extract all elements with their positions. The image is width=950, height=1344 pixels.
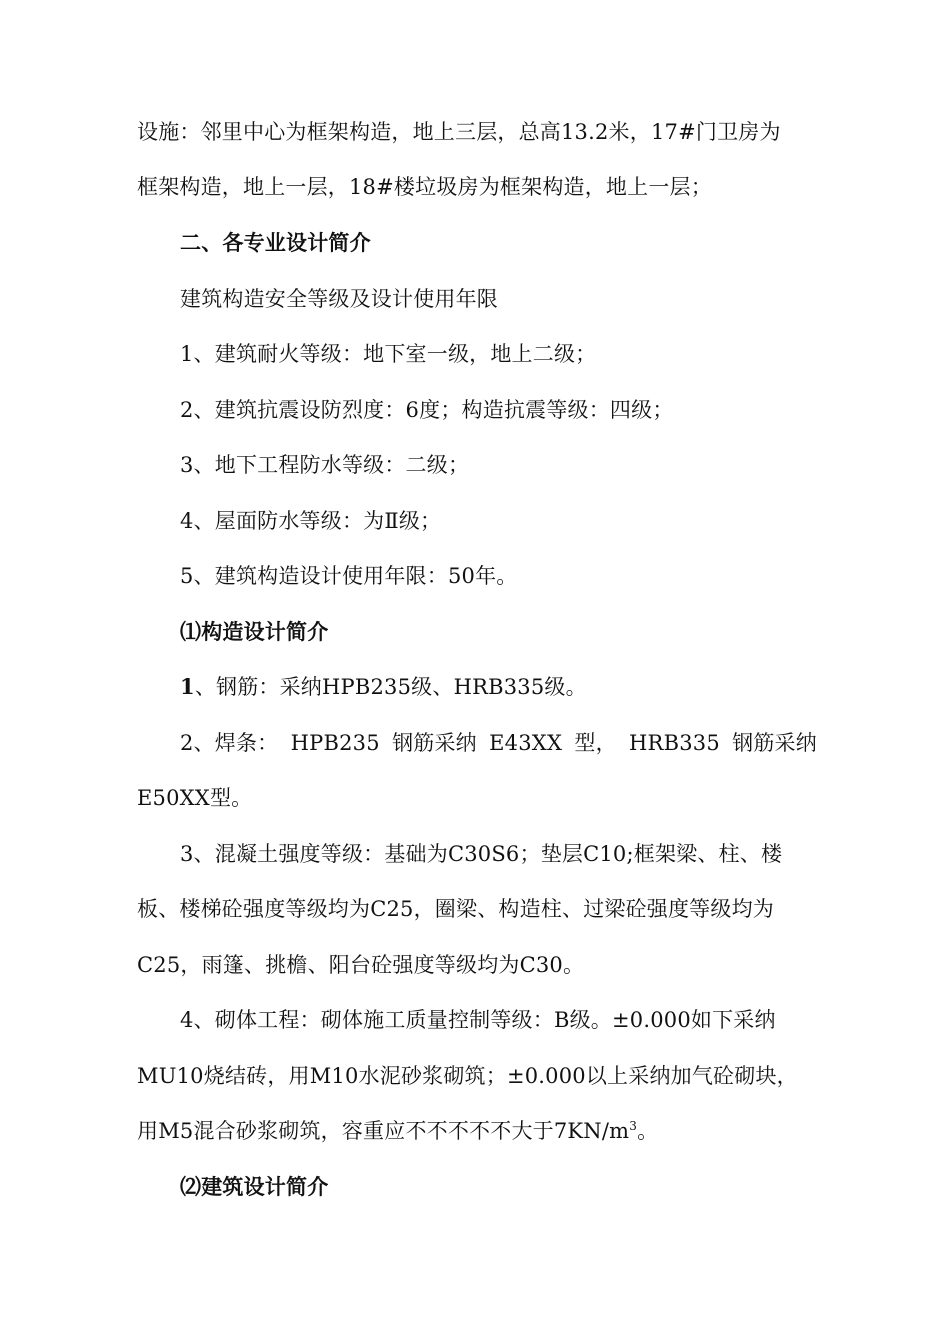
structure-item-2-part: HPB235 — [290, 731, 380, 755]
structure-item-4-line-3-end: 。 — [637, 1119, 659, 1143]
structure-item-3-line-3: C25，雨篷、挑檐、阳台砼强度等级均为C30。 — [137, 953, 585, 977]
heading-section-2: 二、各专业设计简介 — [180, 230, 371, 255]
structure-item-2-part: 钢筋采纳 — [732, 731, 817, 755]
structure-item-3-text: 3、混凝土强度等级：基础为C30S6；垫层C10;框架梁、柱、楼 — [180, 842, 783, 866]
subheading-safety-level: 建筑构造安全等级及设计使用年限 — [180, 287, 498, 311]
structure-item-2-part: E43XX — [489, 731, 563, 755]
structure-item-2-line-1 — [180, 729, 817, 757]
structure-item-2-part: 2、焊条： — [180, 731, 279, 755]
structure-item-4-line-3 — [137, 1117, 817, 1145]
text-facilities-line-1: 设施：邻里中心为框架构造，地上三层，总高13.2米，17#门卫房为 — [137, 120, 781, 144]
heading-architecture-design: ⑵建筑设计简介 — [180, 1174, 329, 1199]
list-item-2: 2、建筑抗震设防烈度：6度；构造抗震等级：四级； — [180, 398, 674, 422]
superscript-exponent: 3 — [629, 1119, 638, 1133]
heading-structure-design: ⑴构造设计简介 — [180, 619, 329, 644]
structure-item-4-line-3-text: 用M5混合砂浆砌筑，容重应不不不不不大于7KN/m — [137, 1119, 630, 1143]
structure-item-4-line-1: 4、砌体工程：砌体施工质量控制等级：B级。±0.000如下采纳 — [180, 1008, 776, 1032]
paragraph-facilities-line-2: 框架构造，地上一层，18#楼垃圾房为框架构造，地上一层； — [137, 175, 712, 199]
structure-item-1-number: 1 — [180, 674, 195, 699]
paragraph-facilities-line-1 — [137, 118, 817, 146]
list-item-1: 1、建筑耐火等级：地下室一级，地上二级； — [180, 342, 597, 366]
structure-item-2-part: HRB335 — [629, 731, 720, 755]
list-item-5: 5、建筑构造设计使用年限：50年。 — [180, 564, 518, 588]
structure-item-4-line-2: MU10烧结砖，用M10水泥砂浆砌筑；±0.000以上采纳加气砼砌块， — [137, 1064, 798, 1088]
structure-item-1 — [180, 673, 817, 701]
structure-item-2-line-2: E50XX型。 — [137, 786, 253, 810]
structure-item-1-text: 、钢筋：采纳HPB235级、HRB335级。 — [194, 675, 587, 699]
list-item-4: 4、屋面防水等级：为Ⅱ级； — [180, 509, 442, 533]
structure-item-3-line-2: 板、楼梯砼强度等级均为C25，圈梁、构造柱、过梁砼强度等级均为 — [137, 897, 774, 921]
structure-item-3-line-1 — [180, 840, 817, 868]
structure-item-2-part: 型， — [574, 731, 617, 755]
structure-item-2-part: 钢筋采纳 — [392, 731, 477, 755]
list-item-3: 3、地下工程防水等级：二级； — [180, 453, 470, 477]
